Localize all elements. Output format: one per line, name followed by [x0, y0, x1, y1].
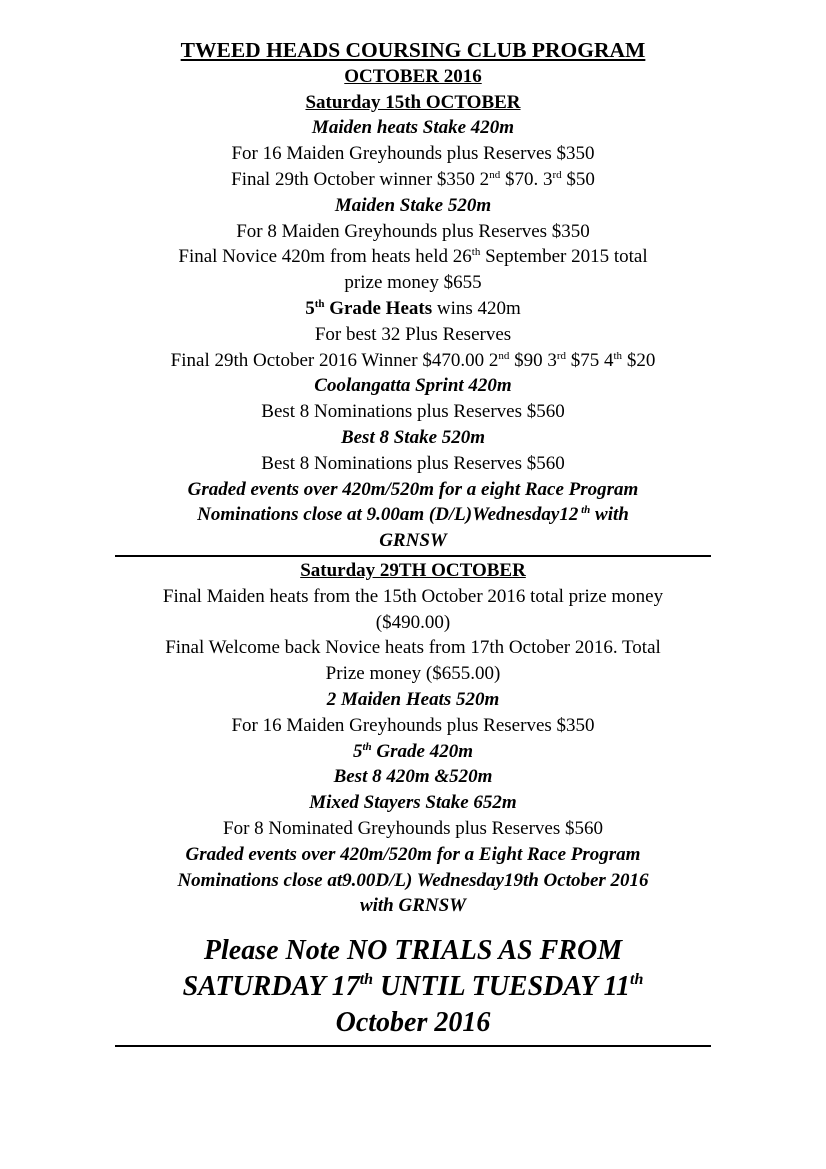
day2-final-maiden-line1: Final Maiden heats from the 15th October 2016 total prize money	[162, 585, 664, 607]
day1-event2-title: Maiden Stake 520m	[334, 194, 492, 216]
day1-event2-novice: Final Novice 420m from heats held 26th September 2015 total	[178, 246, 648, 268]
day2-event1-detail: For 16 Maiden Greyhounds plus Reserves $350	[231, 714, 595, 736]
page-title: TWEED HEADS COURSING CLUB PROGRAM	[180, 38, 646, 62]
day2-event4-detail: For 8 Nominated Greyhounds plus Reserves $560	[223, 817, 603, 839]
section-divider	[115, 555, 711, 557]
day1-event4-title: Coolangatta Sprint 420m	[314, 375, 512, 397]
day1-event5-detail: Best 8 Nominations plus Reserves $560	[261, 452, 565, 474]
day2-final-maiden-line2: ($490.00)	[375, 611, 451, 633]
month-heading: OCTOBER 2016	[344, 65, 482, 87]
day1-event2-detail: For 8 Maiden Greyhounds plus Reserves $350	[236, 220, 590, 242]
program-document	[115, 38, 711, 1047]
day1-event3-detail: For best 32 Plus Reserves	[314, 323, 512, 345]
day1-event5-title: Best 8 Stake 520m	[340, 426, 486, 448]
day2-graded-line1: Graded events over 420m/520m for a Eight Race Program	[185, 843, 641, 865]
notice-line3: October 2016	[335, 1007, 491, 1039]
day1-heading: Saturday 15th OCTOBER	[305, 91, 521, 113]
day2-event2-title: 5th Grade 420m	[352, 740, 473, 762]
day1-event1-final: Final 29th October winner $350 2nd $70. 3rd $50	[231, 168, 595, 190]
day2-final-novice-line2: Prize money ($655.00)	[325, 663, 501, 685]
day2-heading: Saturday 29TH OCTOBER	[300, 559, 526, 581]
spacer	[115, 919, 711, 933]
day2-event3-title: Best 8 420m &520m	[333, 766, 493, 788]
bottom-divider	[115, 1045, 711, 1047]
notice-line2: SATURDAY 17th UNTIL TUESDAY 11th	[182, 971, 644, 1003]
day1-event2-prize: prize money $655	[344, 272, 482, 294]
day1-event1-title: Maiden heats Stake 420m	[311, 117, 515, 139]
day2-event4-title: Mixed Stayers Stake 652m	[309, 792, 517, 814]
day2-graded-line2: Nominations close at9.00D/L) Wednesday19th October 2016	[177, 869, 649, 891]
day1-event1-detail: For 16 Maiden Greyhounds plus Reserves $350	[231, 143, 595, 165]
day2-graded-line3: with GRNSW	[359, 895, 467, 917]
day1-event3-title: 5th Grade Heats wins 420m	[305, 297, 521, 319]
day1-graded-line1: Graded events over 420m/520m for a eight Race Program	[187, 478, 639, 500]
day1-graded-line2: Nominations close at 9.00am (D/L)Wednesday12 $^{th}$ with	[197, 504, 629, 526]
day2-final-novice-line1: Final Welcome back Novice heats from 17th October 2016. Total	[165, 637, 661, 659]
day1-graded-line3: GRNSW	[379, 530, 447, 552]
day2-event1-title: 2 Maiden Heats 520m	[326, 688, 500, 710]
day1-event3-final: Final 29th October 2016 Winner $470.00 2nd $90 3rd $75 4th $20	[170, 349, 656, 371]
day1-event4-detail: Best 8 Nominations plus Reserves $560	[261, 401, 565, 423]
notice-line1: Please Note NO TRIALS AS FROM	[203, 935, 623, 967]
